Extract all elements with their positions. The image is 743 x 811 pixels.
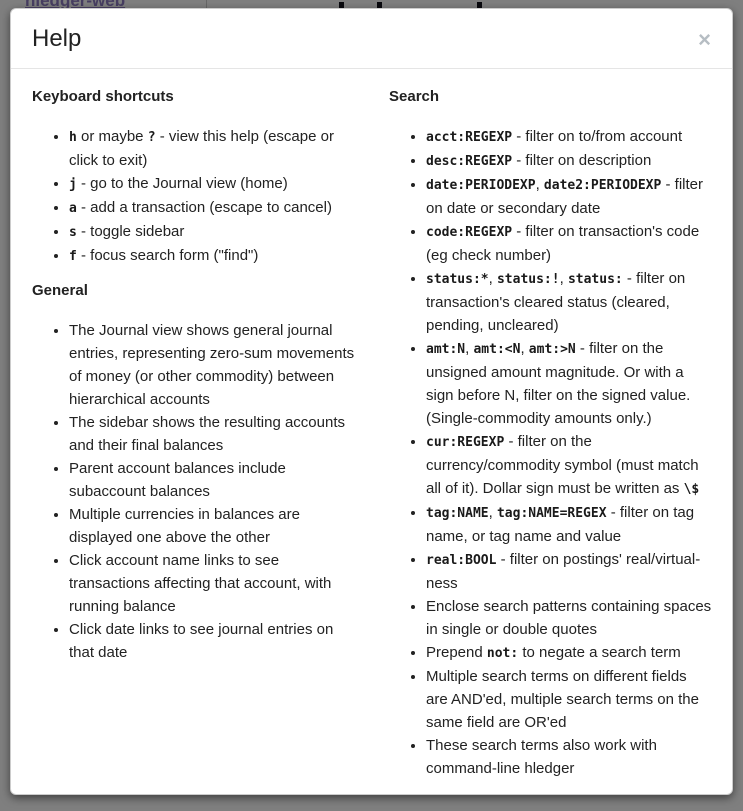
code-term: ? — [147, 130, 156, 145]
code-term: \$ — [683, 482, 700, 497]
general-list — [32, 319, 355, 664]
list-item: • h or maybe ? - view this help (escape or click to exit) — [69, 125, 355, 172]
list-item: • Multiple search terms on different fields are AND'ed, multiple search terms on the same field are OR'ed — [426, 665, 712, 734]
code-term: amt:<N — [473, 342, 521, 357]
code-term: tag:NAME — [426, 506, 489, 521]
code-term: amt:>N — [528, 342, 576, 357]
list-item: • s - toggle sidebar — [69, 220, 355, 244]
list-item: • Click date links to see journal entries on that date — [69, 618, 355, 664]
list-item: • a - add a transaction (escape to cancel) — [69, 196, 355, 220]
list-item: • Multiple currencies in balances are displayed one above the other — [69, 503, 355, 549]
code-term: status:! — [496, 272, 560, 287]
list-item: • These search terms also work with command-line hledger — [426, 734, 712, 780]
list-item: • cur:REGEXP - filter on the currency/commodity symbol (must match all of it). Dollar sign must be written as \$ — [426, 430, 712, 501]
code-term: date:PERIODEXP — [426, 178, 536, 193]
close-icon[interactable]: × — [698, 27, 711, 52]
list-item: • amt:N, amt:<N, amt:>N - filter on the unsigned amount magnitude. Or with a sign before N, filter on the signed value. (Single-commodity amounts only.) — [426, 337, 712, 430]
code-term: a — [69, 201, 77, 216]
search-list — [389, 125, 712, 780]
list-item: • Enclose search patterns containing spaces in single or double quotes — [426, 595, 712, 641]
list-item: • Parent account balances include subaccount balances — [69, 457, 355, 503]
list-item: • Prepend not: to negate a search term — [426, 641, 712, 665]
list-item: • status:*, status:!, status: - filter on transaction's cleared status (cleared, pending, uncleared) — [426, 267, 712, 337]
code-term: code:REGEXP — [426, 225, 513, 240]
code-term: cur:REGEXP — [426, 435, 505, 450]
list-item: • The Journal view shows general journal entries, representing zero-sum movements of money (or other commodity) between hierarchical accounts — [69, 319, 355, 411]
list-item: • code:REGEXP - filter on transaction's code (eg check number) — [426, 220, 712, 267]
list-item: • j - go to the Journal view (home) — [69, 172, 355, 196]
code-term: status:* — [426, 272, 489, 287]
code-term: desc:REGEXP — [426, 154, 513, 169]
code-term: real:BOOL — [426, 553, 497, 568]
keyboard-shortcuts-list — [32, 125, 355, 268]
code-term: status: — [567, 272, 623, 287]
section-heading-search: Search — [389, 88, 440, 105]
list-item: • f - focus search form ("find") — [69, 244, 355, 268]
modal-header — [11, 9, 732, 69]
list-item: • date:PERIODEXP, date2:PERIODEXP - filter on date or secondary date — [426, 173, 712, 220]
code-term: tag:NAME=REGEX — [496, 506, 607, 521]
modal-body — [11, 69, 732, 810]
code-term: h — [69, 130, 77, 145]
code-term: acct:REGEXP — [426, 130, 513, 145]
left-column — [32, 86, 355, 790]
list-item: • Click account name links to see transactions affecting that account, with running balance — [69, 549, 355, 618]
modal-title: Help — [32, 25, 82, 52]
code-term: s — [69, 225, 77, 240]
right-column — [389, 86, 712, 790]
list-item: • The sidebar shows the resulting accounts and their final balances — [69, 411, 355, 457]
section-heading-general: General — [32, 282, 88, 299]
help-modal — [10, 8, 733, 795]
code-term: amt:N — [426, 342, 466, 357]
code-term: f — [69, 249, 77, 264]
code-term: not: — [486, 646, 519, 661]
code-term: date2:PERIODEXP — [543, 178, 662, 193]
list-item: • acct:REGEXP - filter on to/from account — [426, 125, 712, 149]
code-term: j — [69, 177, 77, 192]
list-item: • desc:REGEXP - filter on description — [426, 149, 712, 173]
list-item: • real:BOOL - filter on postings' real/virtual-ness — [426, 548, 712, 595]
section-heading-keyboard-shortcuts: Keyboard shortcuts — [32, 88, 174, 105]
list-item: • tag:NAME, tag:NAME=REGEX - filter on tag name, or tag name and value — [426, 501, 712, 548]
